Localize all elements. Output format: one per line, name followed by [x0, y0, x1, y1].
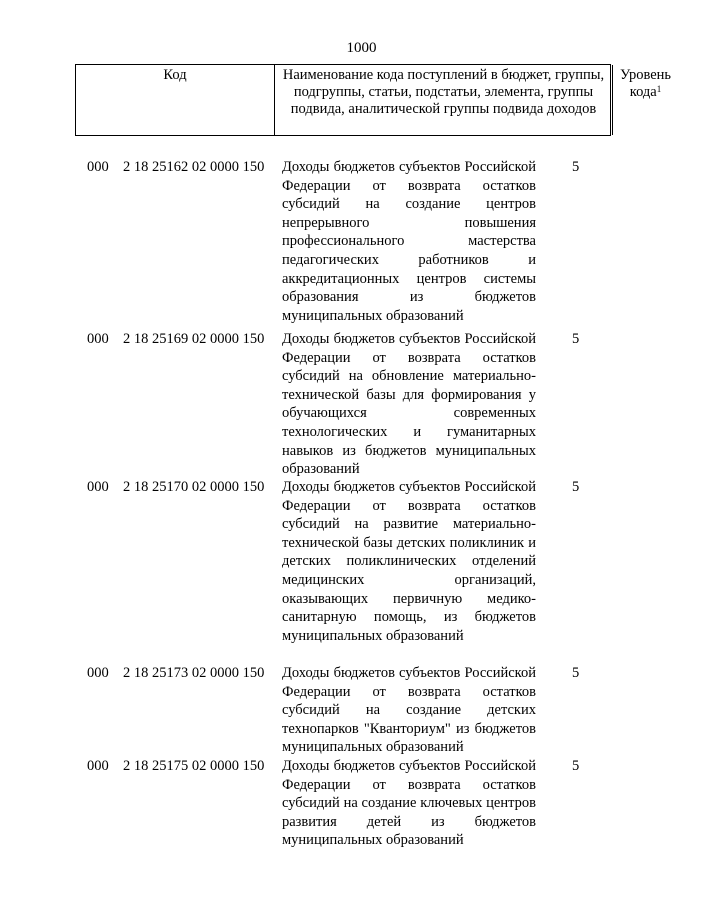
- header-level-line2: кода: [629, 84, 657, 100]
- income-name: Доходы бюджетов субъектов Российской Федерации от возврата остатков субсидий на создание детских технопарков "Кванториум" из бюджетов муниципальных образований: [282, 665, 536, 756]
- table-row: [75, 478, 611, 664]
- code-prefix: 000: [87, 159, 109, 175]
- page-number: 1000: [346, 40, 377, 56]
- code-level: 5: [572, 479, 580, 495]
- income-code: 2 18 25173 02 0000 150: [123, 665, 265, 681]
- income-name: Доходы бюджетов субъектов Российской Федерации от возврата остатков субсидий на обновление материально-технической базы для формирования у обучающихся современных технологических и гуманитарных навыков из бюджетов муниципальных образований: [282, 331, 536, 478]
- income-name: Доходы бюджетов субъектов Российской Федерации от возврата остатков субсидий на развитие материально-технической базы детских поликлиник и детских поликлинических отделений медицинских организаций, оказывающих первичную медико-санитарную помощь, из бюджетов муниципальных образований: [282, 479, 536, 644]
- income-name: Доходы бюджетов субъектов Российской Федерации от возврата остатков субсидий на создание ключевых центров развития детей из бюджетов муниципальных образований: [282, 758, 536, 849]
- table-row: [75, 330, 611, 478]
- income-code: 2 18 25170 02 0000 150: [123, 479, 265, 495]
- header-code: Код: [76, 65, 275, 135]
- header-name: Наименование кода поступлений в бюджет, группы, подгруппы, статьи, подстатьи, элемента, группы подвида, аналитической группы подвида доходов: [275, 65, 613, 135]
- code-level: 5: [572, 159, 580, 175]
- income-code: 2 18 25169 02 0000 150: [123, 331, 265, 347]
- income-code: 2 18 25175 02 0000 150: [123, 758, 265, 774]
- code-level: 5: [572, 665, 580, 681]
- income-name: Доходы бюджетов субъектов Российской Федерации от возврата остатков субсидий на создание центров непрерывного повышения профессионального мастерства педагогических работников и аккредитационных центров системы образования из бюджетов муниципальных образований: [282, 159, 536, 324]
- table-row: [75, 664, 611, 757]
- table-header: [75, 64, 672, 136]
- code-level: 5: [572, 331, 580, 347]
- income-code: 2 18 25162 02 0000 150: [123, 159, 265, 175]
- table-body: [75, 158, 611, 850]
- code-prefix: 000: [87, 331, 109, 347]
- code-level: 5: [572, 758, 580, 774]
- code-prefix: 000: [87, 479, 109, 495]
- header-level: [613, 65, 678, 135]
- table-row: [75, 757, 611, 850]
- table-row: [75, 158, 611, 330]
- header-level-line1: Уровень: [619, 67, 672, 83]
- footnote-marker: 1: [656, 84, 662, 94]
- code-prefix: 000: [87, 665, 109, 681]
- code-prefix: 000: [87, 758, 109, 774]
